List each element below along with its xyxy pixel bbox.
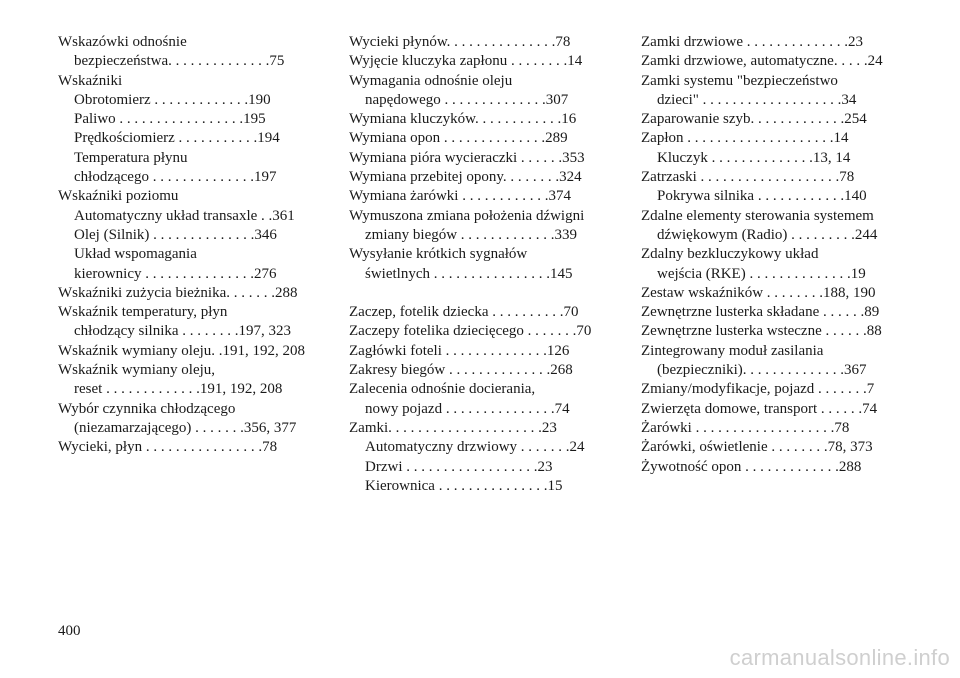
index-entry: Zaczepy fotelika dziecięcego . . . . . . .70 [349,323,592,340]
index-entry: Wskaźniki poziomu [58,188,179,205]
index-entry: Wymiana opon . . . . . . . . . . . . . .289 [349,130,568,147]
index-subentry: reset . . . . . . . . . . . . .191, 192, 208 [74,381,283,398]
index-column-1 [58,33,310,458]
index-subentry: Automatyczny drzwiowy . . . . . . .24 [365,439,585,456]
index-entry: Zaparowanie szyb. . . . . . . . . . . . .254 [641,111,867,128]
index-entry: Zdalny bezkluczykowy układ [641,246,819,263]
index-entry: Zagłówki foteli . . . . . . . . . . . . . .126 [349,342,570,359]
index-subentry: Układ wspomagania [74,246,197,263]
index-spacer [349,284,601,303]
index-entry: Wyjęcie kluczyka zapłonu . . . . . . . .14 [349,53,583,70]
index-entry: Wskaźniki [58,72,123,89]
index-entry: Wybór czynnika chłodzącego [58,400,236,417]
index-entry: Zmiany/modyfikacje, pojazd . . . . . . .7 [641,381,875,398]
index-subentry: napędowego . . . . . . . . . . . . . .307 [365,91,569,108]
index-subentry: Olej (Silnik) . . . . . . . . . . . . . .346 [74,226,277,243]
index-subentry: Kierownica . . . . . . . . . . . . . . .15 [365,477,563,494]
index-entry: Zapłon . . . . . . . . . . . . . . . . . . . .14 [641,130,849,147]
index-entry: Wskaźnik wymiany oleju, [58,362,216,379]
index-entry: Wskaźnik temperatury, płyn [58,304,228,321]
index-entry: Wymagania odnośnie oleju [349,72,513,89]
index-entry: Wskaźnik wymiany oleju. .191, 192, 208 [58,342,306,359]
index-entry: Zamki. . . . . . . . . . . . . . . . . . . . .23 [349,419,557,436]
index-subentry: chłodzący silnika . . . . . . . .197, 323 [74,323,292,340]
index-entry: Zdalne elementy sterowania systemem [641,207,874,224]
index-subentry: Obrotomierz . . . . . . . . . . . . .190 [74,91,271,108]
index-subentry: Automatyczny układ transaxle . .361 [74,207,295,224]
index-entry: Zewnętrzne lusterka wsteczne . . . . . .88 [641,323,882,340]
index-entry: Żarówki . . . . . . . . . . . . . . . . . . .78 [641,419,850,436]
index-entry: Zaczep, fotelik dziecka . . . . . . . . . .70 [349,304,579,321]
index-subentry: Temperatura płynu [74,149,188,166]
index-entry: Zestaw wskaźników . . . . . . . .188, 190 [641,284,876,301]
index-column-3 [641,33,893,477]
index-subentry: (bezpieczniki). . . . . . . . . . . . . .367 [657,362,867,379]
index-subentry: nowy pojazd . . . . . . . . . . . . . . .74 [365,400,570,417]
index-entry: Zwierzęta domowe, transport . . . . . .74 [641,400,878,417]
index-subentry: bezpieczeństwa. . . . . . . . . . . . . .75 [74,53,285,70]
index-subentry: zmiany biegów . . . . . . . . . . . . .339 [365,226,578,243]
index-column-2 [349,33,601,496]
index-entry: Wymiana kluczyków. . . . . . . . . . . .16 [349,111,577,128]
index-entry: Zamki systemu "bezpieczeństwo [641,72,838,89]
index-entry: Zalecenia odnośnie docierania, [349,381,536,398]
index-entry: Wymiana pióra wycieraczki . . . . . .353 [349,149,585,166]
index-subentry: Kluczyk . . . . . . . . . . . . . .13, 14 [657,149,851,166]
index-entry: Wycieki, płyn . . . . . . . . . . . . . . . .78 [58,439,278,456]
index-subentry: dzieci" . . . . . . . . . . . . . . . . . . .34 [657,91,857,108]
index-entry: Wysyłanie krótkich sygnałów [349,246,528,263]
index-entry: Zamki drzwiowe . . . . . . . . . . . . . .23 [641,34,864,50]
index-entry: Zintegrowany moduł zasilania [641,342,824,359]
watermark-text: carmanualsonline.info [729,645,950,670]
index-subentry: kierownicy . . . . . . . . . . . . . . .276 [74,265,277,282]
page-number: 400 [58,623,81,639]
index-entry: Zamki drzwiowe, automatyczne. . . . .24 [641,53,883,70]
index-subentry: dźwiękowym (Radio) . . . . . . . . .244 [657,226,878,243]
index-subentry: Drzwi . . . . . . . . . . . . . . . . . .23 [365,458,553,475]
index-subentry: (niezamarzającego) . . . . . . .356, 377 [74,419,297,436]
index-subentry: Pokrywa silnika . . . . . . . . . . . .140 [657,188,867,205]
index-entry: Wskaźniki zużycia bieżnika. . . . . . .288 [58,284,298,301]
index-entry: Wymuszona zmiana położenia dźwigni [349,207,585,224]
index-subentry: chłodzącego . . . . . . . . . . . . . .197 [74,169,277,186]
index-subentry: wejścia (RKE) . . . . . . . . . . . . . .19 [657,265,866,282]
index-entry: Wymiana przebitej opony. . . . . . . .324 [349,169,582,186]
index-entry: Zatrzaski . . . . . . . . . . . . . . . . . . .78 [641,169,855,186]
index-subentry: świetlnych . . . . . . . . . . . . . . . .145 [365,265,573,282]
index-entry: Zewnętrzne lusterka składane . . . . . .89 [641,304,880,321]
index-entry: Wycieki płynów. . . . . . . . . . . . . . .78 [349,34,571,50]
index-entry: Żywotność opon . . . . . . . . . . . . .288 [641,458,862,475]
index-entry: Wskazówki odnośnie [58,34,187,50]
index-entry: Żarówki, oświetlenie . . . . . . . .78, 373 [641,439,873,456]
index-entry: Zakresy biegów . . . . . . . . . . . . . .268 [349,362,573,379]
index-entry: Wymiana żarówki . . . . . . . . . . . .374 [349,188,571,205]
index-subentry: Paliwo . . . . . . . . . . . . . . . . .195 [74,111,266,128]
index-subentry: Prędkościomierz . . . . . . . . . . .194 [74,130,280,147]
